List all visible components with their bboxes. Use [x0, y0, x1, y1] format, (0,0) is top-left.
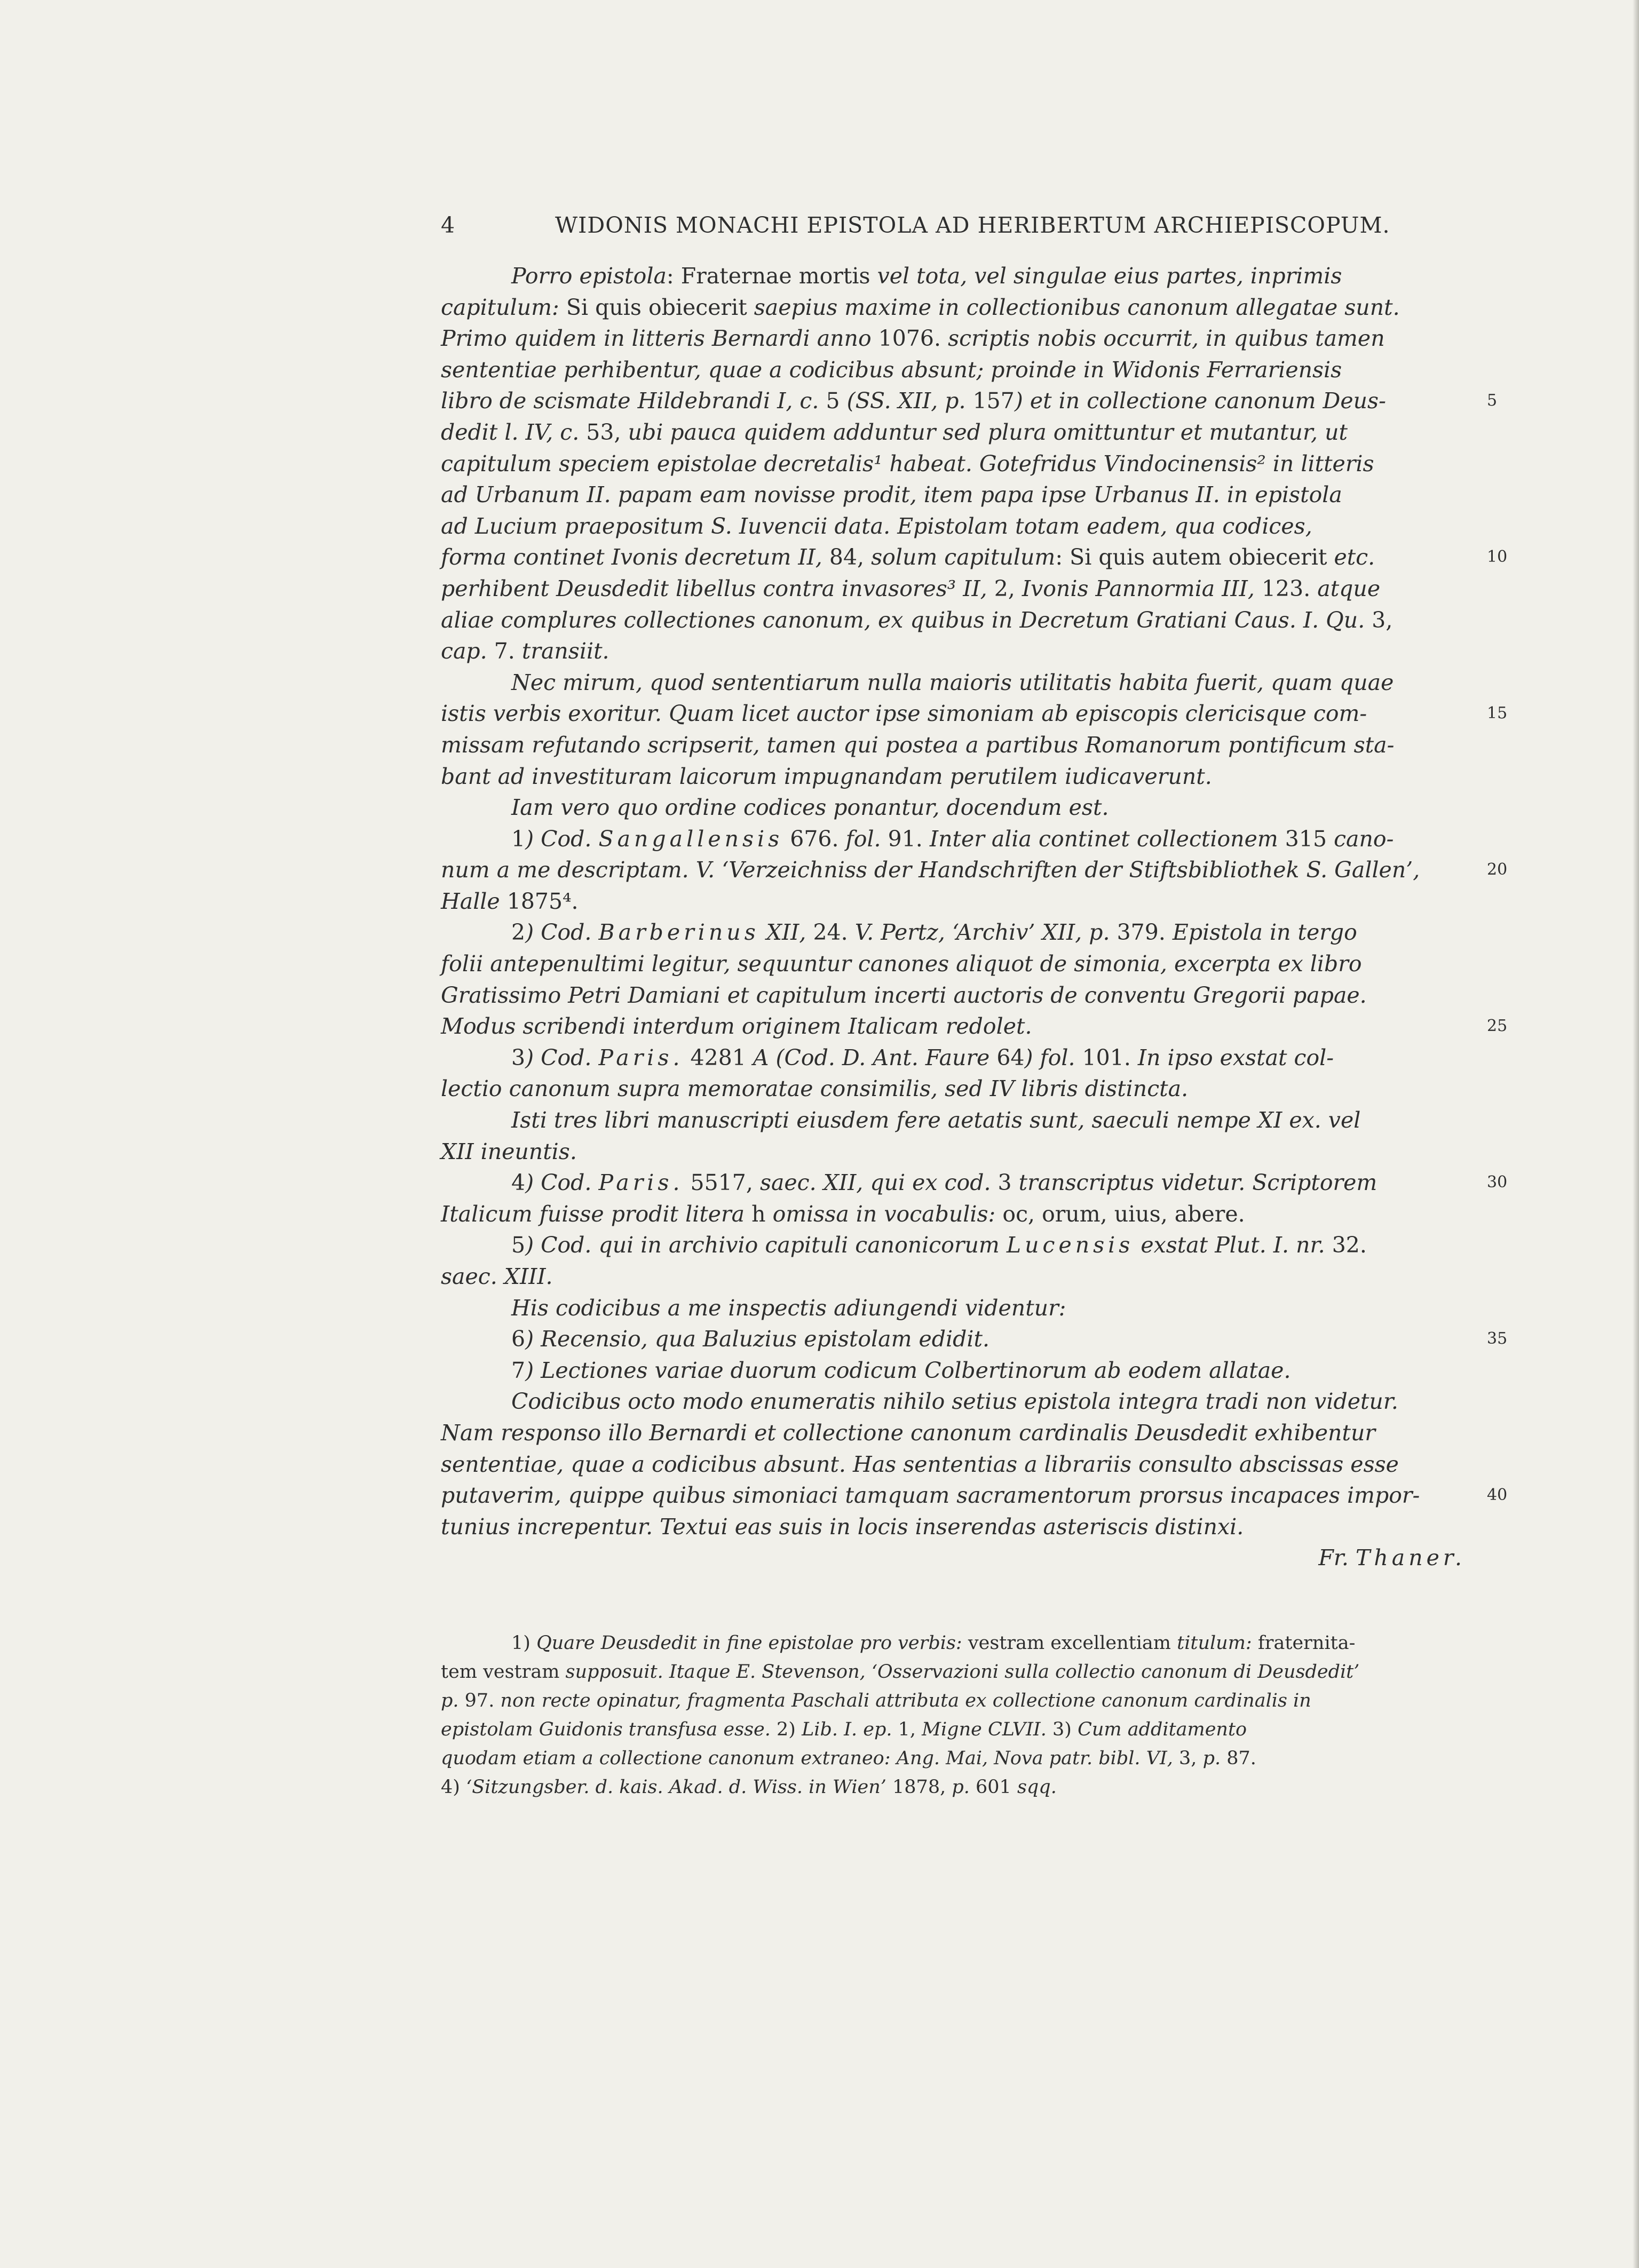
- text-run: saec. XIII.: [441, 1264, 553, 1289]
- text-run: XII ineuntis.: [441, 1138, 577, 1164]
- text-run: 379.: [1117, 919, 1166, 946]
- footnote-run: supposuit. Itaque E. Stevenson, ‘Osservazioni sulla collectio canonum di Deusdedit’: [565, 1661, 1360, 1683]
- text-run: 6: [511, 1326, 526, 1352]
- text-run: capitulum:: [441, 294, 559, 320]
- text-run: aliae complures collectiones canonum, ex quibus in Decretum Gratiani Caus. I. Qu.: [441, 607, 1372, 633]
- text-run: 101.: [1082, 1044, 1131, 1070]
- text-line-content: [511, 823, 1393, 855]
- text-line: [441, 1449, 1476, 1480]
- text-line: [441, 1355, 1476, 1386]
- text-line-content: [441, 854, 1420, 886]
- footnote-run: p.: [441, 1690, 465, 1711]
- footnote-run: 601: [976, 1777, 1011, 1798]
- text-run: ) Lectiones variae duorum codicum Colbertinorum ab eodem allatae.: [525, 1357, 1291, 1383]
- text-line-content: [441, 948, 1362, 980]
- text-run: Inter alia continet collectionem: [922, 826, 1285, 852]
- text-line-content: [441, 292, 1400, 323]
- text-line-content: [441, 761, 1212, 792]
- text-run: 3: [997, 1170, 1012, 1196]
- text-run: missam refutando scripserit, tamen qui postea a partibus Romanorum pontificum sta-: [441, 732, 1395, 758]
- text-line: [441, 1042, 1476, 1074]
- text-run: : Si quis autem obiecerit: [1055, 544, 1334, 570]
- text-run: cano-: [1327, 826, 1394, 852]
- footnote-run: Cum additamento: [1078, 1719, 1247, 1740]
- text-line-content: [511, 1230, 1367, 1261]
- text-line-content: [1318, 1542, 1466, 1574]
- text-line: [441, 917, 1476, 948]
- text-run: putaverim, quippe quibus simoniaci tamquam sacramentorum prorsus incapaces impor-: [441, 1482, 1420, 1509]
- text-run: forma continet Ivonis decretum II,: [441, 544, 829, 570]
- footnote-line-content: [441, 1773, 1057, 1802]
- text-line: [441, 886, 1476, 917]
- text-line: [441, 823, 1476, 855]
- text-run: 1875⁴.: [506, 888, 579, 914]
- text-line-content: [441, 542, 1375, 573]
- text-run: bant ad investituram laicorum impugnandam perutilem iudicaverunt.: [441, 763, 1212, 789]
- text-run: ad Lucium praepositum S. Iuvencii data. Epistolam totam eadem, qua codices,: [441, 513, 1312, 539]
- text-line-content: [441, 636, 609, 667]
- text-run: Isti tres libri manuscripti eiusdem fere aetatis sunt, saeculi nempe XI ex. vel: [511, 1107, 1361, 1133]
- text-line-content: [441, 980, 1367, 1011]
- text-line-content: [441, 1011, 1032, 1042]
- footnote-run: 2): [777, 1719, 802, 1740]
- text-run: transcriptus videtur. Scriptorem: [1011, 1170, 1377, 1196]
- text-line: [441, 542, 1508, 573]
- line-number: 35: [1487, 1329, 1508, 1349]
- text-run: Thaner.: [1356, 1545, 1466, 1571]
- text-line-content: [511, 1167, 1377, 1199]
- page-number: 4: [441, 212, 455, 238]
- text-line-content: [511, 917, 1357, 948]
- footnote-line-content: [441, 1715, 1247, 1744]
- text-line: [441, 761, 1476, 792]
- running-title: WIDONIS MONACHI EPISTOLA AD HERIBERTUM ARCHIEPISCOPUM.: [555, 212, 1390, 238]
- text-run: 123.: [1261, 575, 1311, 601]
- footnote-line-content: [441, 1744, 1256, 1773]
- text-run: omissa in vocabulis:: [765, 1201, 1003, 1227]
- text-run: 1: [511, 826, 526, 852]
- text-line-content: [441, 511, 1312, 542]
- footnotes: [441, 1629, 1476, 1802]
- text-line-content: [511, 1386, 1398, 1417]
- text-run: 1076.: [878, 326, 941, 352]
- footnote-run: ‘Sitzungsber. d. kais. Akad. d. Wiss. in Wien’: [466, 1777, 893, 1798]
- footnote-run: 3,: [1179, 1748, 1197, 1769]
- text-line: [441, 792, 1476, 823]
- text-line: [441, 417, 1476, 448]
- text-run: perhibent Deusdedit libellus contra invasores³ II,: [441, 575, 994, 601]
- footnote-line: [441, 1658, 1476, 1686]
- text-run: 4281: [683, 1044, 746, 1070]
- text-run: capitulum speciem epistolae decretalis¹ habeat. Gotefridus Vindocinensis² in litteris: [441, 450, 1374, 477]
- text-line: [441, 385, 1498, 417]
- text-line-content: [511, 1292, 1066, 1324]
- text-line-content: [441, 448, 1374, 480]
- text-run: fol.: [838, 826, 888, 852]
- text-line-content: [441, 1199, 1245, 1230]
- text-run: num a me descriptam. V. ‘Verzeichniss der Handschriften der Stiftsbibliothek S. Gallen’,: [441, 857, 1420, 883]
- text-line-content: [441, 1261, 553, 1292]
- footnote-run: non recte opinatur, fragmenta Paschali attributa ex collectione canonum cardinalis in: [494, 1690, 1311, 1711]
- footnote-line-content: [441, 1658, 1359, 1686]
- text-run: 32.: [1332, 1232, 1367, 1258]
- text-run: 4: [511, 1170, 526, 1196]
- text-line: [441, 1323, 1508, 1355]
- text-line-content: [511, 792, 1108, 823]
- text-line-content: [441, 698, 1367, 729]
- text-run: Sangallensis: [598, 826, 783, 852]
- text-run: Nec mirum, quod sententiarum nulla maioris utilitatis habita fuerit, quam quae: [511, 669, 1394, 695]
- text-run: Primo quidem in litteris Bernardi anno: [441, 326, 878, 352]
- text-run: Codicibus octo modo enumeratis nihilo setius epistola integra tradi non videtur.: [511, 1389, 1398, 1415]
- text-run: Barberinus: [598, 919, 759, 946]
- text-line: [441, 1199, 1476, 1230]
- running-header: [441, 209, 1511, 241]
- text-run: istis verbis exoritur. Quam licet auctor ipse simoniam ab episcopis clericisque com-: [441, 701, 1367, 727]
- text-run: V. Pertz, ‘Archiv’ XII, p.: [848, 919, 1117, 946]
- text-line-content: [511, 1042, 1334, 1074]
- footnote-run: 1): [511, 1632, 537, 1654]
- footnote-run: epistolam Guidonis transfusa esse.: [441, 1719, 777, 1740]
- text-run: lectio canonum supra memoratae consimilis, sed IV libris distincta.: [441, 1076, 1189, 1102]
- text-line-content: [441, 323, 1385, 354]
- text-line-content: [441, 886, 579, 917]
- text-run: 315: [1285, 826, 1327, 852]
- footnote-line: [441, 1744, 1476, 1773]
- text-run: Gratissimo Petri Damiani et capitulum incerti auctoris de conventu Gregorii papae.: [441, 982, 1367, 1008]
- text-line-content: [441, 1511, 1244, 1543]
- main-text: [441, 260, 1508, 1574]
- text-run: Modus scribendi interdum originem Italicam redolet.: [441, 1013, 1032, 1040]
- text-run: sententiae, quae a codicibus absunt. Has sententias a librariis consulto abscissas esse: [441, 1451, 1399, 1477]
- text-run: atque: [1310, 575, 1381, 601]
- text-line: [441, 511, 1476, 542]
- text-run: 5: [511, 1232, 526, 1258]
- text-run: XII,: [759, 919, 813, 946]
- text-line-content: [441, 573, 1380, 605]
- footnote-run: 1,: [898, 1719, 916, 1740]
- text-run: ) fol.: [1024, 1044, 1082, 1070]
- footnote-line: [441, 1629, 1476, 1658]
- footnote-line-content: [441, 1686, 1311, 1715]
- text-line-content: [441, 354, 1342, 386]
- text-line: [441, 1511, 1476, 1543]
- text-line-content: [441, 1417, 1375, 1449]
- text-run: ) Cod.: [525, 826, 599, 852]
- text-run: 91.: [888, 826, 923, 852]
- text-line: [441, 729, 1476, 761]
- text-line: [441, 354, 1476, 386]
- text-run: cap.: [441, 638, 494, 664]
- text-run: (SS. XII, p.: [840, 388, 973, 414]
- text-run: Iam vero quo ordine codices ponantur, docendum est.: [511, 795, 1109, 821]
- text-line: [441, 479, 1476, 511]
- footnote-run: Quare Deusdedit in fine epistolae pro verbis:: [536, 1632, 968, 1654]
- text-run: etc.: [1334, 544, 1375, 570]
- text-run: 5517,: [683, 1170, 753, 1196]
- text-run: ubi pauca quidem adduntur sed plura omittuntur et mutantur, ut: [621, 419, 1348, 445]
- footnote-run: p.: [946, 1777, 976, 1798]
- text-run: 5: [826, 388, 840, 414]
- text-line-content: [441, 417, 1348, 448]
- text-run: ) Cod.: [525, 919, 599, 946]
- text-line: [441, 1480, 1508, 1511]
- footnote-run: quodam etiam a collectione canonum extraneo: Ang. Mai, Nova patr. bibl. VI,: [441, 1748, 1179, 1769]
- text-run: saepius maxime in collectionibus canonum allegatae sunt.: [754, 294, 1400, 320]
- text-line: [441, 1261, 1476, 1292]
- text-run: 7.: [494, 638, 515, 664]
- text-line: [441, 854, 1508, 886]
- text-run: h: [751, 1201, 766, 1227]
- text-run: 53,: [586, 419, 621, 445]
- footnote-line: [441, 1686, 1476, 1715]
- text-line-content: [511, 260, 1342, 292]
- text-run: tunius increpentur. Textui eas suis in locis inserendas asteriscis distinxi.: [441, 1513, 1244, 1540]
- text-line: [441, 667, 1476, 699]
- footnote-run: 97.: [464, 1690, 495, 1711]
- text-run: ad Urbanum II. papam eam novisse prodit, item papa ipse Urbanus II. in epistola: [441, 482, 1342, 508]
- footnote-run: fraternita-: [1257, 1632, 1356, 1654]
- line-number: 40: [1487, 1486, 1508, 1505]
- text-line-content: [441, 1480, 1420, 1511]
- text-line: [441, 323, 1476, 354]
- text-run: Fr.: [1318, 1545, 1356, 1571]
- text-line: [441, 636, 1476, 667]
- text-line-content: [441, 605, 1392, 636]
- text-run: ) Cod.: [525, 1044, 599, 1070]
- text-run: 24.: [813, 919, 848, 946]
- text-run: solum capitulum: [864, 544, 1056, 570]
- footnote-run: Migne CLVII.: [916, 1719, 1053, 1740]
- footnote-line: [441, 1715, 1476, 1744]
- text-run: 2,: [994, 575, 1015, 601]
- text-run: oc, orum, uius, abere.: [1002, 1201, 1245, 1227]
- footnote-line: [441, 1773, 1476, 1802]
- text-line-content: [441, 479, 1342, 511]
- text-run: ) et in collectione canonum Deus-: [1014, 388, 1386, 414]
- text-line: [441, 1542, 1476, 1574]
- footnote-run: p.: [1197, 1748, 1227, 1769]
- text-run: Italicum fuisse prodit litera: [441, 1201, 752, 1227]
- text-line-content: [441, 1449, 1399, 1480]
- footnote-run: 1878,: [892, 1777, 946, 1798]
- line-number: 30: [1487, 1173, 1508, 1192]
- footnote-run: 87.: [1226, 1748, 1256, 1769]
- text-line: [441, 1136, 1476, 1168]
- text-run: Halle: [441, 888, 507, 914]
- text-line: [441, 292, 1476, 323]
- text-run: 3,: [1372, 607, 1393, 633]
- text-line: [441, 1292, 1476, 1324]
- page-edge-shadow: [1633, 0, 1639, 2268]
- text-run: scriptis nobis occurrit, in quibus tamen: [941, 326, 1385, 352]
- text-run: A (Cod. D. Ant. Faure: [746, 1044, 997, 1070]
- text-run: 676.: [783, 826, 839, 852]
- text-line: [441, 1011, 1508, 1042]
- text-run: 2: [511, 919, 526, 946]
- text-line: [441, 1230, 1476, 1261]
- text-run: sententiae perhibentur, quae a codicibus absunt; proinde in Widonis Ferrariensis: [441, 356, 1342, 383]
- text-line-content: [511, 1355, 1290, 1386]
- text-run: Paris.: [598, 1044, 684, 1070]
- text-line-content: [441, 385, 1386, 417]
- text-run: ) Recensio, qua Baluzius epistolam edidit.: [525, 1326, 989, 1352]
- text-run: dedit l. IV, c.: [441, 419, 587, 445]
- text-line-content: [441, 1073, 1188, 1105]
- line-number: 25: [1487, 1017, 1508, 1036]
- text-line: [441, 698, 1508, 729]
- text-run: 157: [972, 388, 1015, 414]
- text-run: Epistola in tergo: [1165, 919, 1357, 946]
- line-number: 20: [1487, 860, 1508, 879]
- footnote-run: tem vestram: [441, 1661, 566, 1683]
- text-run: saec. XII, qui ex cod.: [753, 1170, 998, 1196]
- text-run: In ipso exstat col-: [1130, 1044, 1334, 1070]
- text-line-content: [511, 1323, 989, 1355]
- text-run: Porro epistola: [511, 263, 667, 289]
- text-line-content: [441, 729, 1394, 761]
- text-line: [441, 1386, 1476, 1417]
- text-run: Paris.: [598, 1170, 684, 1196]
- text-run: vel tota, vel singulae eius partes, inprimis: [877, 263, 1342, 289]
- footnote-run: 4): [441, 1777, 466, 1798]
- text-line: [441, 948, 1476, 980]
- footnote-line-content: [511, 1629, 1355, 1658]
- text-run: transiit.: [514, 638, 609, 664]
- text-run: His codicibus a me inspectis adiungendi videntur:: [511, 1295, 1066, 1321]
- text-run: ) Cod. qui in archivio capituli canonicorum: [525, 1232, 1007, 1258]
- line-number: 5: [1487, 391, 1498, 410]
- line-number: 10: [1487, 548, 1508, 567]
- text-line: [441, 1073, 1476, 1105]
- text-run: 64: [996, 1044, 1025, 1070]
- text-run: : Fraternae mortis: [666, 263, 877, 289]
- text-run: exstat Plut. I. nr.: [1134, 1232, 1332, 1258]
- text-run: 84,: [829, 544, 865, 570]
- text-line: [441, 573, 1476, 605]
- text-run: Ivonis Pannormia III,: [1015, 575, 1262, 601]
- footnote-run: sqq.: [1011, 1777, 1057, 1798]
- text-line: [441, 1105, 1476, 1136]
- text-line-content: [511, 1105, 1360, 1136]
- footnote-run: 3): [1052, 1719, 1078, 1740]
- text-run: folii antepenultimi legitur, sequuntur canones aliquot de simonia, excerpta ex libro: [441, 951, 1362, 977]
- text-run: ) Cod.: [525, 1170, 599, 1196]
- text-line-content: [511, 667, 1393, 699]
- line-number: 15: [1487, 704, 1508, 723]
- text-run: Lucensis: [1006, 1232, 1134, 1258]
- footnote-run: titulum:: [1177, 1632, 1258, 1654]
- text-line: [441, 1417, 1476, 1449]
- text-run: 3: [511, 1044, 526, 1070]
- text-line: [441, 605, 1476, 636]
- footnote-run: vestram excellentiam: [968, 1632, 1177, 1654]
- text-run: Si quis obiecerit: [559, 294, 754, 320]
- text-run: 7: [511, 1357, 526, 1383]
- text-run: Nam responso illo Bernardi et collectione canonum cardinalis Deusdedit exhibentur: [441, 1420, 1375, 1446]
- text-line: [441, 448, 1476, 480]
- text-line-content: [441, 1136, 577, 1168]
- text-line: [441, 260, 1476, 292]
- text-line: [441, 1167, 1508, 1199]
- text-run: libro de scismate Hildebrandi I, c.: [441, 388, 826, 414]
- text-line: [441, 980, 1476, 1011]
- footnote-run: Lib. I. ep.: [802, 1719, 898, 1740]
